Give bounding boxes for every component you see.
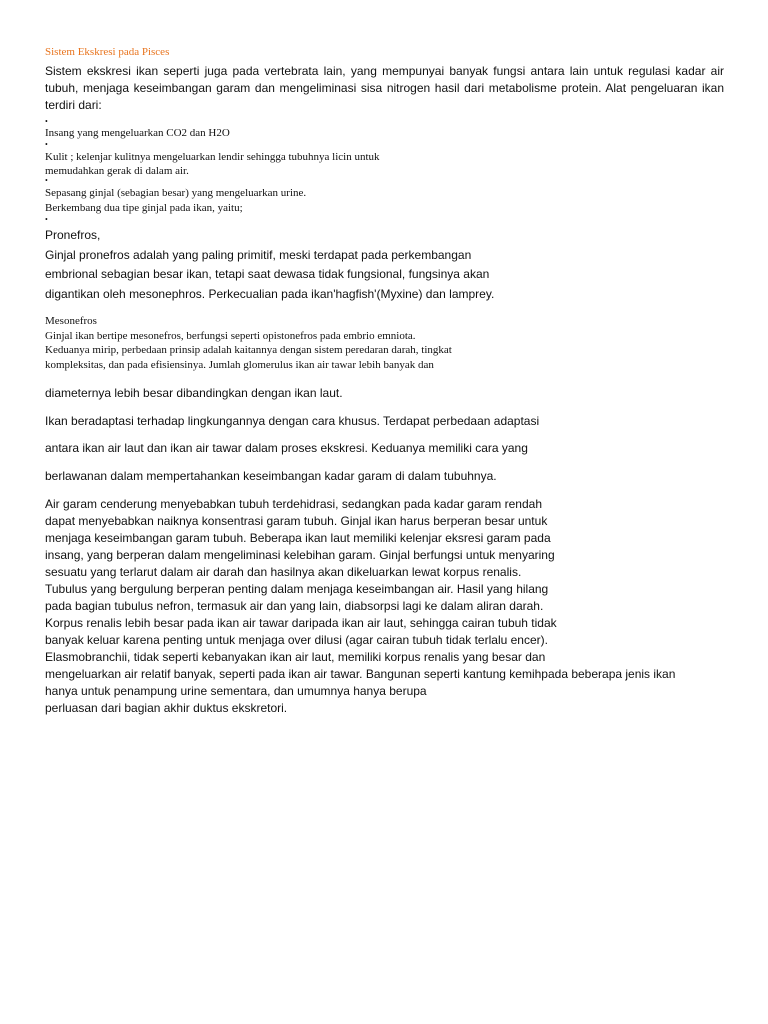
final-paragraph-line: pada bagian tubulus nefron, termasuk air dan yang lain, diabsorpsi lagi ke dalam aliran darah. xyxy=(45,599,544,613)
mesonefros-line: kompleksitas, dan pada efisiensinya. Jumlah glomerulus ikan air tawar lebih banyak dan xyxy=(45,359,434,371)
bullet-1-text: Insang yang mengeluarkan CO2 dan H2O xyxy=(45,127,230,139)
bullet-2-marker: • xyxy=(45,140,48,149)
final-paragraph-line: perluasan dari bagian akhir duktus ekskretori. xyxy=(45,701,288,715)
pronefros-heading: Pronefros, xyxy=(45,228,101,242)
bullet-3-line-1: Sepasang ginjal (sebagian besar) yang mengeluarkan urine. xyxy=(45,187,307,199)
final-paragraph-line: Air garam cenderung menyebabkan tubuh terdehidrasi, sedangkan pada kadar garam rendah xyxy=(45,497,542,511)
bullet-4-marker: • xyxy=(45,215,48,224)
final-paragraph-line: dapat menyebabkan naiknya konsentrasi garam tubuh. Ginjal ikan harus berperan besar untuk xyxy=(45,514,548,528)
final-paragraph-line: Korpus renalis lebih besar pada ikan air tawar daripada ikan air laut, sehingga cairan tubuh tidak xyxy=(45,616,557,630)
document-title: Sistem Ekskresi pada Pisces xyxy=(45,46,170,58)
intro-paragraph: Sistem ekskresi ikan seperti juga pada vertebrata lain, yang mempunyai banyak fungsi antara lain untuk regulasi kadar air tubuh, menjaga keseimbangan garam dan mengeliminasi sisa nitrogen hasil dari metabolisme protein. Alat pengeluaran ikan terdiri dari: xyxy=(45,64,724,112)
bullet-3-marker: • xyxy=(45,176,48,185)
final-paragraph-line: sesuatu yang terlarut dalam air darah dan hasilnya akan dikeluarkan lewat korpus renalis. xyxy=(45,565,522,579)
final-paragraph-line: mengeluarkan air relatif banyak, seperti pada ikan air tawar. Bangunan seperti kantung kemihpada beberapa jenis ikan xyxy=(45,667,676,681)
pronefros-line: embrional sebagian besar ikan, tetapi saat dewasa tidak fungsional, fungsinya akan xyxy=(45,267,490,281)
bullet-2-line-1: Kulit ; kelenjar kulitnya mengeluarkan lendir sehingga tubuhnya licin untuk xyxy=(45,151,380,163)
final-paragraph-line: banyak keluar karena penting untuk menjaga over dilusi (agar cairan tubuh tidak terlalu encer). xyxy=(45,633,548,647)
pronefros-line: digantikan oleh mesonephros. Perkecualian pada ikan'hagfish'(Myxine) dan lamprey. xyxy=(45,287,495,301)
mesonefros-heading: Mesonefros xyxy=(45,315,97,327)
adaptation-line-3: berlawanan dalam mempertahankan keseimbangan kadar garam di dalam tubuhnya. xyxy=(45,469,497,483)
bullet-1-marker: • xyxy=(45,117,48,126)
final-paragraph-line: insang, yang berperan dalam mengeliminasi kelebihan garam. Ginjal berfungsi untuk menyaring xyxy=(45,548,555,562)
final-paragraph-line: hanya untuk penampung urine sementara, dan umumnya hanya berupa xyxy=(45,684,427,698)
bullet-3-line-2: Berkembang dua tipe ginjal pada ikan, yaitu; xyxy=(45,202,243,214)
final-paragraph-line: Tubulus yang bergulung berperan penting dalam menjaga keseimbangan air. Hasil yang hilang xyxy=(45,582,549,596)
final-paragraph-line: menjaga keseimbangan garam tubuh. Beberapa ikan laut memiliki kelenjar eksresi garam pada xyxy=(45,531,551,545)
mesonefros-line: Keduanya mirip, perbedaan prinsip adalah kaitannya dengan sistem peredaran darah, tingkat xyxy=(45,344,452,356)
adaptation-line-1: Ikan beradaptasi terhadap lingkungannya dengan cara khusus. Terdapat perbedaan adaptasi xyxy=(45,414,540,428)
final-paragraph-line: Elasmobranchii, tidak seperti kebanyakan ikan air laut, memiliki korpus renalis yang besar dan xyxy=(45,650,546,664)
pronefros-line: Ginjal pronefros adalah yang paling primitif, meski terdapat pada perkembangan xyxy=(45,248,472,262)
bullet-2-line-2: memudahkan gerak di dalam air. xyxy=(45,165,189,177)
adaptation-line-2: antara ikan air laut dan ikan air tawar dalam proses ekskresi. Keduanya memiliki cara yang xyxy=(45,441,528,455)
diameter-paragraph: diameternya lebih besar dibandingkan dengan ikan laut. xyxy=(45,386,343,400)
mesonefros-line: Ginjal ikan bertipe mesonefros, berfungsi seperti opistonefros pada embrio emniota. xyxy=(45,330,416,342)
